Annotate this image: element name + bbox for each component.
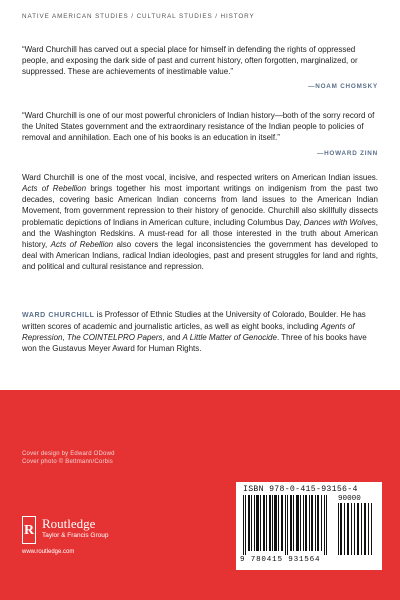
description-text: also covers the legal inconsistencies the government has developed to deal with American Indians, radical Indian ideologies, past and present struggles for land and rights, and political and cultural resistance and repression. [22,239,378,272]
barcode-bars-icon [243,495,375,555]
isbn-barcode [236,482,382,570]
book-description [22,172,378,272]
book-title-italic: The COINTELPRO Papers [66,333,163,343]
bio-text: , and [162,333,183,343]
bio-text: , [62,333,67,343]
author-name: WARD CHURCHILL [22,312,95,319]
author-bio [22,309,378,355]
isbn-number: ISBN 978-0-415-93156-4 [243,485,358,494]
barcode-digits: 9 780415 931564 [240,556,321,564]
bio-text: . Three of his books have won the Gustavus Meyer Award for Human Rights. [22,333,367,354]
quote-zinn: “Ward Churchill is one of our most powerful chroniclers of Indian history—both of the sorry record of the United States government and the extraordinary resistance of the Indian people to policies of removal and annihilation. Each one of his books is an education in itself.” [22,111,375,143]
book-title-italic: A Little Matter of Genocide [182,333,277,343]
book-title-italic: Acts of Rebellion [50,239,114,249]
publisher-website[interactable]: www.routledge.com [22,549,75,555]
description-text: Ward Churchill is one of the most vocal, incisive, and respected writers on American Indian issues. [22,173,378,182]
publisher-group: Taylor & Francis Group [42,532,109,539]
routledge-logo-icon [22,516,36,544]
cover-credits [22,450,115,466]
publisher-name: Routledge [42,516,96,531]
svg-text:R: R [23,523,35,538]
description-text: brings together his most important writings on indigenism from the past two decades, covering basic American Indian concerns from land issues to the American Indian Movement, from government repression to their history of genocide. Churchill also skillfully dissects problematic depictions of Indians in American culture, including Columbus Day, [22,184,378,227]
bio-text: is Professor of Ethnic Studies at the University of Colorado, Boulder. He has written scores of academic and journalistic articles, as well as eight books, including [22,310,366,332]
price-code: 90000 [338,495,361,503]
attribution-zinn: —HOWARD ZINN [316,150,378,157]
category-line: NATIVE AMERICAN STUDIES / CULTURAL STUDIES / HISTORY [22,13,255,20]
film-title-italic: Dances with Wolves [303,217,376,227]
description-text: , and the Washington Redskins. A must-read for all those interested in the truth about American history, [22,217,378,249]
attribution-chomsky: —NOAM CHOMSKY [308,83,378,90]
book-title-italic: Acts of Rebellion [22,184,87,194]
cover-design-credit: Cover design by Edward ODowd [22,451,115,457]
cover-photo-credit: Cover photo © Bettmann/Corbis [22,459,113,465]
quote-chomsky: “Ward Churchill has carved out a special place for himself in defending the rights of oppressed people, and exposing the dark side of past and current history, often forgotten, marginalized, or suppressed. These are achievements of inestimable value.” [22,45,358,77]
book-title-italic: Agents of Repression [22,322,355,343]
